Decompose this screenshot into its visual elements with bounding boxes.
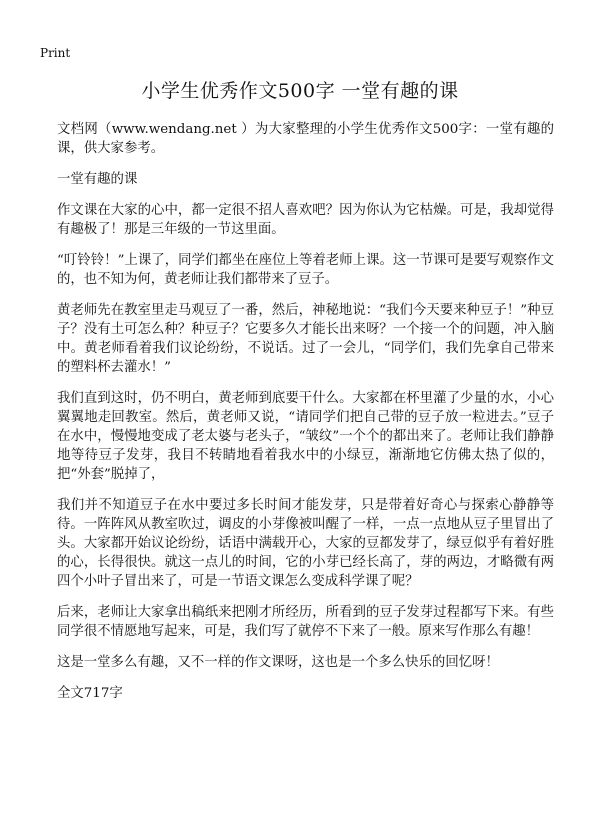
paragraph-2: “叮铃铃！”上课了，同学们都坐在座位上等着老师上课。这一节课可是要写观察作文的，也不知为何，黄老师让我们都带来了豆子。 — [57, 253, 554, 287]
paragraph-6: 后来，老师让大家拿出稿纸来把刚才所经历，所看到的豆子发芽过程都写下来。有些同学很不情愿地写起来，可是，我们写了就停不下来了一般。原来写作那么有趣！ — [57, 605, 554, 639]
print-link[interactable]: Print — [40, 46, 71, 60]
word-count: 全文717字 — [57, 686, 123, 701]
paragraph-5: 我们并不知道豆子在水中要过多长时间才能发芽，只是带着好奇心与探索心静静等待。一阵阵风从教室吹过，调皮的小芽像被叫醒了一样，一点一点地从豆子里冒出了头。大家都开始议论纷纷，话语中满载开心，大家的豆都发芽了，绿豆似乎有着好胜的心，长得很快。就这一点儿的时间，它的小芽已经长高了，芽的两边，才略微有两四个小叶子冒出来了，可是一节语文课怎么变成科学课了呢？ — [57, 498, 554, 589]
article-body — [57, 120, 554, 703]
paragraph-1: 作文课在大家的心中，都一定很不招人喜欢吧？因为你认为它枯燥。可是，我却觉得有趣极了！那是三年级的一节这里面。 — [57, 203, 554, 237]
intro-paragraph: 文档网（www.wendang.net ）为大家整理的小学生优秀作文500字：一堂有趣的课，供大家参考。 — [57, 122, 554, 156]
paragraph-4: 我们直到这时，仍不明白，黄老师到底要干什么。大家都在杯里灌了少量的水，小心翼翼地走回教室。然后，黄老师又说，“请同学们把自己带的豆子放一粒进去。”豆子在水中，慢慢地变成了老太婆与老头子，“皱纹”一个个的都出来了。老师让我们静静地等待豆子发芽，我目不转睛地看着我水中的小绿豆，渐渐地它仿佛太热了似的，把“外套”脱掉了， — [57, 391, 554, 482]
page-title: 小学生优秀作文500字 一堂有趣的课 — [141, 80, 459, 102]
article-subtitle: 一堂有趣的课 — [57, 172, 138, 187]
paragraph-7: 这是一堂多么有趣，又不一样的作文课呀，这也是一个多么快乐的回忆呀！ — [57, 655, 499, 670]
paragraph-3: 黄老师先在教室里走马观豆了一番，然后，神秘地说：“我们今天要来种豆子！”种豆子？没有土可怎么种？种豆子？它要多久才能长出来呀？一个接一个的问题，冲入脑中。黄老师看着我们议论纷纷，不说话。过了一会儿，“同学们，我们先拿自己带来的塑料杯去灌水！” — [57, 303, 554, 375]
